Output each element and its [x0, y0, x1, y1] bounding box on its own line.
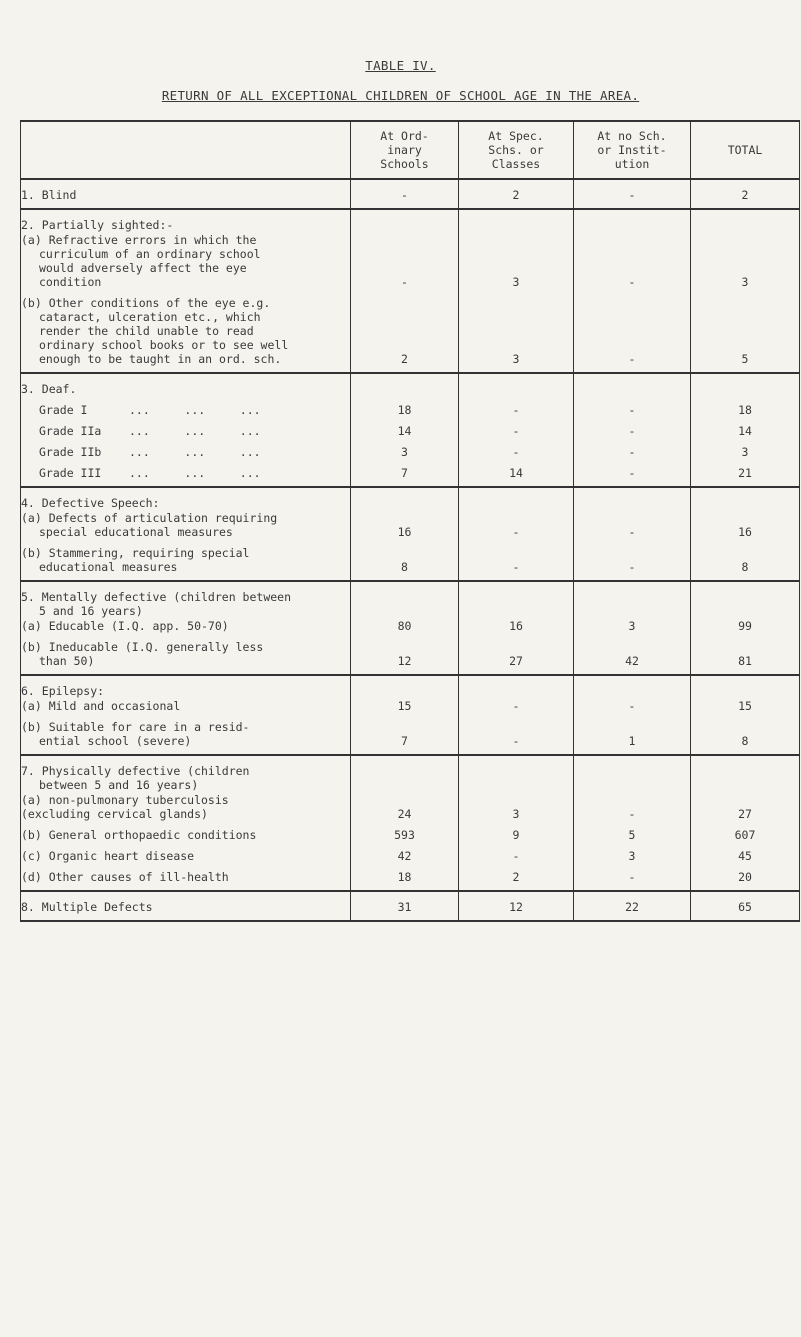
row-label — [21, 891, 351, 921]
label-line: (a) Refractive errors in which the — [21, 233, 257, 247]
label-line: 2. Partially sighted:- — [21, 218, 174, 232]
value: - — [512, 560, 520, 574]
label-line: 6. Epilepsy: — [21, 684, 105, 698]
label-line: (a) non-pulmonary tuberculosis — [21, 793, 229, 807]
value-cell-col-1 — [351, 373, 459, 487]
value-cell-col-2 — [459, 755, 574, 891]
value: - — [512, 525, 520, 539]
column-header-1: At Ord- inary Schools — [351, 121, 459, 179]
value-cell-col-1 — [351, 209, 459, 373]
value-cell-col-4 — [691, 209, 800, 373]
value: 24 — [397, 807, 412, 821]
value-cell-col-1 — [351, 487, 459, 581]
table-row-section-4 — [21, 487, 800, 581]
exceptional-children-table — [20, 120, 800, 922]
value-cell-col-3 — [574, 373, 691, 487]
value: 21 — [738, 466, 752, 480]
value-cell-col-3 — [574, 675, 691, 755]
table-row-section-3 — [21, 373, 800, 487]
table-header-row — [21, 121, 800, 179]
value: 5 — [741, 352, 749, 366]
value: - — [512, 734, 520, 748]
value: - — [401, 275, 408, 289]
table-row-section-2 — [21, 209, 800, 373]
label-line: educational measures — [39, 560, 178, 574]
value: 12 — [397, 654, 412, 668]
value-cell-col-4 — [691, 581, 800, 675]
label-line: 3. Deaf. — [21, 382, 77, 396]
label-line: 5 and 16 years) — [39, 604, 143, 618]
value: - — [512, 445, 520, 459]
label-line: Grade IIa ... ... ... — [39, 424, 261, 438]
label-line: render the child unable to read — [39, 324, 254, 338]
row-label — [21, 373, 351, 487]
value: 18 — [738, 403, 752, 417]
value: 9 — [512, 828, 520, 842]
value: - — [512, 424, 520, 438]
value: 16 — [397, 525, 412, 539]
value-cell-col-1 — [351, 891, 459, 921]
value-cell-col-4 — [691, 755, 800, 891]
value: 7 — [401, 466, 408, 480]
value: - — [628, 188, 636, 202]
value-cell-col-3 — [574, 891, 691, 921]
value: 27 — [738, 807, 752, 821]
value: 3 — [512, 275, 520, 289]
row-label — [21, 755, 351, 891]
table-row-section-6 — [21, 675, 800, 755]
value: - — [628, 275, 636, 289]
value: - — [512, 699, 520, 713]
value: 3 — [628, 849, 636, 863]
table-subtitle: RETURN OF ALL EXCEPTIONAL CHILDREN OF SCHOOL AGE IN THE AREA. — [161, 88, 640, 103]
value-cell-col-4 — [691, 487, 800, 581]
label-line: Grade III ... ... ... — [39, 466, 261, 480]
value-cell-col-4 — [691, 373, 800, 487]
label-line: (d) Other causes of ill-health — [21, 870, 229, 884]
value: 2 — [512, 188, 520, 202]
row-label — [21, 179, 351, 209]
label-line: between 5 and 16 years) — [39, 778, 199, 792]
row-label — [21, 487, 351, 581]
label-line: ential school (severe) — [39, 734, 192, 748]
value: 15 — [397, 699, 412, 713]
value: 31 — [397, 900, 412, 914]
label-line: curriculum of an ordinary school — [39, 247, 261, 261]
label-line: Grade I ... ... ... — [39, 403, 261, 417]
label-line: (c) Organic heart disease — [21, 849, 195, 863]
label-line: Grade IIb ... ... ... — [39, 445, 261, 459]
value: 16 — [509, 619, 523, 633]
row-label — [21, 675, 351, 755]
label-line: condition — [39, 275, 102, 289]
value: 1 — [628, 734, 636, 748]
label-line: enough to be taught in an ord. sch. — [39, 352, 282, 366]
value: 27 — [509, 654, 523, 668]
value-cell-col-1 — [351, 179, 459, 209]
value: 42 — [625, 654, 639, 668]
value: 99 — [738, 619, 752, 633]
value-cell-col-3 — [574, 487, 691, 581]
column-header-2: At Spec. Schs. or Classes — [459, 121, 574, 179]
column-header-0 — [21, 121, 351, 179]
value: 65 — [738, 900, 752, 914]
value-cell-col-2 — [459, 179, 574, 209]
value: 22 — [625, 900, 639, 914]
value-cell-col-3 — [574, 179, 691, 209]
label-line: 7. Physically defective (children — [21, 764, 250, 778]
label-line: (b) General orthopaedic conditions — [21, 828, 257, 842]
label-line: cataract, ulceration etc., which — [39, 310, 261, 324]
value: 3 — [401, 445, 408, 459]
value: 14 — [738, 424, 752, 438]
label-line: 8. Multiple Defects — [21, 900, 153, 914]
value: - — [628, 424, 636, 438]
value: - — [401, 188, 408, 202]
table-row-section-8 — [21, 891, 800, 921]
value: 14 — [509, 466, 523, 480]
value: - — [628, 525, 636, 539]
label-line: (a) Mild and occasional — [21, 699, 181, 713]
value-cell-col-4 — [691, 675, 800, 755]
value: 15 — [738, 699, 752, 713]
value-cell-col-3 — [574, 209, 691, 373]
label-line: (excluding cervical glands) — [21, 807, 208, 821]
value: 2 — [741, 188, 749, 202]
value-cell-col-1 — [351, 675, 459, 755]
value: 14 — [397, 424, 412, 438]
value: - — [628, 560, 636, 574]
label-line: (b) Suitable for care in a resid- — [21, 720, 250, 734]
value: 8 — [741, 734, 749, 748]
label-line: (a) Defects of articulation requiring — [21, 511, 278, 525]
value: 16 — [738, 525, 752, 539]
label-line: 4. Defective Speech: — [21, 496, 160, 510]
label-line: would adversely affect the eye — [39, 261, 247, 275]
value-cell-col-2 — [459, 209, 574, 373]
value: 20 — [738, 870, 752, 884]
value: 3 — [512, 807, 520, 821]
table-title: TABLE IV. — [365, 58, 436, 73]
value: 3 — [741, 445, 749, 459]
value: 2 — [512, 870, 520, 884]
value: 2 — [401, 352, 408, 366]
value: 8 — [401, 560, 408, 574]
value: 607 — [734, 828, 756, 842]
value: 18 — [397, 870, 412, 884]
value: 8 — [741, 560, 749, 574]
label-line: special educational measures — [39, 525, 233, 539]
value: 12 — [509, 900, 523, 914]
value: - — [512, 849, 520, 863]
value-cell-col-2 — [459, 487, 574, 581]
value: 80 — [397, 619, 412, 633]
label-line: (b) Other conditions of the eye e.g. — [21, 296, 271, 310]
label-line: 5. Mentally defective (children between — [21, 590, 292, 604]
value-cell-col-2 — [459, 675, 574, 755]
value: - — [628, 807, 636, 821]
value-cell-col-3 — [574, 581, 691, 675]
label-line: ordinary school books or to see well — [39, 338, 289, 352]
value-cell-col-2 — [459, 373, 574, 487]
value: 593 — [394, 828, 415, 842]
value: 5 — [628, 828, 636, 842]
value-cell-col-2 — [459, 581, 574, 675]
value: - — [628, 403, 636, 417]
value: - — [512, 403, 520, 417]
value-cell-col-2 — [459, 891, 574, 921]
value-cell-col-4 — [691, 891, 800, 921]
value: 81 — [738, 654, 752, 668]
value: - — [628, 445, 636, 459]
value-cell-col-3 — [574, 755, 691, 891]
value: 45 — [738, 849, 752, 863]
value-cell-col-1 — [351, 755, 459, 891]
value: - — [628, 352, 636, 366]
label-line: (a) Educable (I.Q. app. 50-70) — [21, 619, 229, 633]
value: 7 — [401, 734, 408, 748]
value: 42 — [397, 849, 412, 863]
value: 3 — [741, 275, 749, 289]
value: 3 — [512, 352, 520, 366]
table-row-section-7 — [21, 755, 800, 891]
table-row-section-5 — [21, 581, 800, 675]
label-line: (b) Stammering, requiring special — [21, 546, 250, 560]
value: 18 — [397, 403, 412, 417]
value: - — [628, 870, 636, 884]
table-row-section-1 — [21, 179, 800, 209]
value-cell-col-4 — [691, 179, 800, 209]
column-header-3: At no Sch. or Instit- ution — [574, 121, 691, 179]
row-label — [21, 581, 351, 675]
column-header-4: TOTAL — [691, 121, 800, 179]
value: 3 — [628, 619, 636, 633]
value: - — [628, 699, 636, 713]
label-line: (b) Ineducable (I.Q. generally less — [21, 640, 264, 654]
label-line: 1. Blind — [21, 188, 77, 202]
label-line: than 50) — [39, 654, 95, 668]
value: - — [628, 466, 636, 480]
row-label — [21, 209, 351, 373]
value-cell-col-1 — [351, 581, 459, 675]
